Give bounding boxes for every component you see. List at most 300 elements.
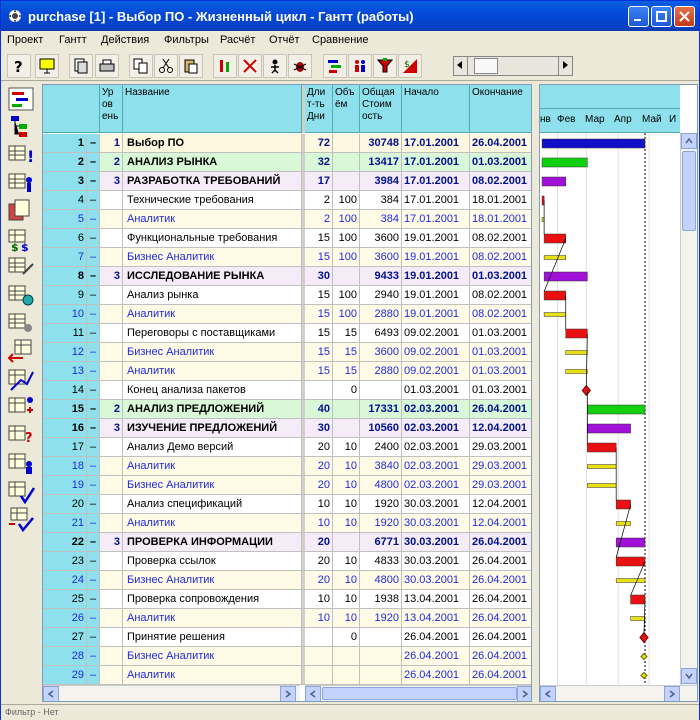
scissors-icon xyxy=(158,58,174,74)
table-row[interactable] xyxy=(43,172,532,191)
menu-calc[interactable]: Расчёт xyxy=(220,34,256,46)
status-bar xyxy=(1,704,699,720)
row-duration: 40 xyxy=(305,400,333,419)
row-collapse-toggle[interactable]: – xyxy=(87,533,100,552)
row-start: 09.02.2001 xyxy=(402,324,470,343)
menu-compare[interactable]: Сравнение xyxy=(312,34,369,46)
row-collapse-toggle[interactable]: – xyxy=(87,248,100,267)
gantt-hscrollbar[interactable] xyxy=(540,685,697,701)
table-row[interactable] xyxy=(43,514,532,533)
maximize-icon xyxy=(655,10,668,23)
table-row[interactable] xyxy=(43,419,532,438)
row-end: 12.04.2001 xyxy=(470,419,532,438)
table-row[interactable] xyxy=(43,210,532,229)
scroll-up-icon[interactable] xyxy=(681,133,697,149)
table-row[interactable] xyxy=(43,305,532,324)
scroll-thumb[interactable] xyxy=(682,151,696,231)
row-start: 17.01.2001 xyxy=(402,191,470,210)
toolbar xyxy=(1,51,699,81)
table-row[interactable] xyxy=(43,286,532,305)
people-icon xyxy=(352,58,368,74)
row-collapse-toggle[interactable]: – xyxy=(87,343,100,362)
menu-actions[interactable]: Действия xyxy=(101,34,150,46)
menu-filters[interactable]: Фильтры xyxy=(164,34,209,46)
table-row[interactable] xyxy=(43,324,532,343)
row-volume: 10 xyxy=(333,590,360,609)
row-name: РАЗРАБОТКА ТРЕБОВАНИЙ xyxy=(123,172,302,191)
row-volume: 15 xyxy=(333,362,360,381)
row-name: Анализ рынка xyxy=(123,286,302,305)
table-globe-icon[interactable] xyxy=(7,282,35,308)
resource-bar xyxy=(631,617,645,621)
tool-button-3[interactable] xyxy=(263,54,287,78)
row-start: 02.03.2001 xyxy=(402,419,470,438)
row-name: Принятие решения xyxy=(123,628,302,647)
row-cost: 4800 xyxy=(360,571,402,590)
table-person-icon[interactable] xyxy=(7,170,35,196)
row-collapse-toggle[interactable]: – xyxy=(87,324,100,343)
filter-icon xyxy=(377,58,393,74)
row-volume: 10 xyxy=(333,571,360,590)
row-collapse-toggle[interactable]: – xyxy=(87,134,100,153)
resource-tree-icon[interactable] xyxy=(7,114,35,140)
row-duration xyxy=(305,628,333,647)
row-volume: 100 xyxy=(333,286,360,305)
header-start[interactable]: Начало xyxy=(402,85,470,133)
header-name[interactable]: Название xyxy=(123,85,302,133)
row-end: 26.04.2001 xyxy=(470,134,532,153)
table-row[interactable] xyxy=(43,476,532,495)
row-collapse-toggle[interactable]: – xyxy=(87,495,100,514)
row-collapse-toggle[interactable]: – xyxy=(87,438,100,457)
printer-icon xyxy=(99,58,115,74)
row-end: 26.04.2001 xyxy=(470,533,532,552)
row-collapse-toggle[interactable]: – xyxy=(87,267,100,286)
row-start: 09.02.2001 xyxy=(402,362,470,381)
row-level xyxy=(100,495,123,514)
table-row[interactable] xyxy=(43,590,532,609)
scroll-right-icon[interactable] xyxy=(280,686,296,702)
resource-bar xyxy=(587,465,616,469)
paste-button[interactable] xyxy=(179,54,203,78)
task-bar xyxy=(616,557,645,566)
table-row[interactable] xyxy=(43,362,532,381)
minimize-icon xyxy=(632,10,645,23)
header-duration[interactable]: Дли т-ть Дни xyxy=(305,85,333,133)
table-row[interactable] xyxy=(43,438,532,457)
gantt-chart xyxy=(539,84,698,702)
row-collapse-toggle[interactable]: – xyxy=(87,590,100,609)
row-end: 08.02.2001 xyxy=(470,172,532,191)
person-icon xyxy=(267,58,283,74)
question-icon xyxy=(11,58,27,74)
row-duration: 15 xyxy=(305,229,333,248)
resource-milestone-marker xyxy=(641,654,647,660)
tool-button-8[interactable] xyxy=(398,54,422,78)
table-row[interactable] xyxy=(43,134,532,153)
row-start: 01.03.2001 xyxy=(402,381,470,400)
row-level xyxy=(100,476,123,495)
row-start: 26.04.2001 xyxy=(402,666,470,685)
table-row[interactable] xyxy=(43,609,532,628)
row-name: Бизнес Аналитик xyxy=(123,476,302,495)
task-bar xyxy=(631,595,645,604)
row-collapse-toggle[interactable]: – xyxy=(87,210,100,229)
name-hscrollbar[interactable] xyxy=(43,685,300,701)
table-row[interactable] xyxy=(43,666,532,685)
row-collapse-toggle[interactable]: – xyxy=(87,286,100,305)
scroll-left-icon[interactable] xyxy=(454,57,468,75)
row-collapse-toggle[interactable]: – xyxy=(87,305,100,324)
row-number: 10 xyxy=(43,305,87,324)
row-volume: 100 xyxy=(333,191,360,210)
table-add-person-icon[interactable] xyxy=(7,394,35,420)
row-cost: 2880 xyxy=(360,305,402,324)
row-cost: 1920 xyxy=(360,495,402,514)
row-cost: 30748 xyxy=(360,134,402,153)
row-start: 02.03.2001 xyxy=(402,476,470,495)
row-collapse-toggle[interactable]: – xyxy=(87,514,100,533)
row-number: 19 xyxy=(43,476,87,495)
row-end: 26.04.2001 xyxy=(470,647,532,666)
table-query-icon[interactable] xyxy=(7,422,35,448)
row-cost: 3840 xyxy=(360,457,402,476)
scroll-right-icon[interactable] xyxy=(517,686,532,702)
row-cost: 3600 xyxy=(360,248,402,267)
row-duration: 10 xyxy=(305,590,333,609)
table-row[interactable] xyxy=(43,647,532,666)
table-row[interactable] xyxy=(43,343,532,362)
milestone-marker xyxy=(582,386,590,396)
row-duration: 10 xyxy=(305,609,333,628)
table-cost-icon[interactable] xyxy=(7,226,35,252)
summary-bar xyxy=(542,177,566,186)
svg-text:!: ! xyxy=(27,147,35,166)
row-start: 26.04.2001 xyxy=(402,628,470,647)
header-rownum xyxy=(43,85,100,133)
row-start: 19.01.2001 xyxy=(402,305,470,324)
scroll-right-icon[interactable] xyxy=(664,686,680,702)
tool-button-2[interactable] xyxy=(238,54,262,78)
svg-text:$: $ xyxy=(21,241,29,252)
table-check-icon[interactable] xyxy=(7,478,35,504)
menu-bar xyxy=(1,31,699,51)
table-import-icon[interactable] xyxy=(7,338,35,364)
table-row[interactable] xyxy=(43,381,532,400)
row-volume xyxy=(333,172,360,191)
task-bar xyxy=(544,291,566,300)
row-end: 26.04.2001 xyxy=(470,590,532,609)
row-level xyxy=(100,438,123,457)
table-row[interactable] xyxy=(43,267,532,286)
data-hscrollbar[interactable] xyxy=(305,685,532,701)
cut-button[interactable] xyxy=(154,54,178,78)
menu-gantt[interactable]: Гантт xyxy=(59,34,87,46)
row-number: 16 xyxy=(43,419,87,438)
table-row[interactable] xyxy=(43,533,532,552)
row-number: 20 xyxy=(43,495,87,514)
scroll-right-icon[interactable] xyxy=(558,57,572,75)
row-number: 1 xyxy=(43,134,87,153)
row-start: 26.04.2001 xyxy=(402,647,470,666)
row-cost: 6493 xyxy=(360,324,402,343)
row-level: 2 xyxy=(100,400,123,419)
row-volume: 10 xyxy=(333,495,360,514)
open-button[interactable] xyxy=(69,54,93,78)
row-number: 18 xyxy=(43,457,87,476)
row-level: 3 xyxy=(100,267,123,286)
table-row[interactable] xyxy=(43,552,532,571)
task-bar xyxy=(587,443,616,452)
row-start: 30.03.2001 xyxy=(402,552,470,571)
summary-bar xyxy=(542,158,587,167)
row-level xyxy=(100,286,123,305)
row-collapse-toggle[interactable]: – xyxy=(87,400,100,419)
tool-button-7[interactable] xyxy=(373,54,397,78)
resource-bar xyxy=(616,522,630,526)
resource-bar xyxy=(544,256,566,260)
row-collapse-toggle[interactable]: – xyxy=(87,362,100,381)
svg-text:?: ? xyxy=(25,431,33,446)
row-level xyxy=(100,324,123,343)
month-may: Май xyxy=(642,114,662,125)
row-name: Аналитик xyxy=(123,666,302,685)
row-duration: 15 xyxy=(305,343,333,362)
row-duration: 20 xyxy=(305,571,333,590)
row-level xyxy=(100,609,123,628)
row-level: 3 xyxy=(100,172,123,191)
row-number: 21 xyxy=(43,514,87,533)
row-name: Бизнес Аналитик xyxy=(123,343,302,362)
row-number: 13 xyxy=(43,362,87,381)
row-start: 19.01.2001 xyxy=(402,267,470,286)
milestone-marker xyxy=(640,633,648,643)
row-duration: 72 xyxy=(305,134,333,153)
bug-icon xyxy=(292,58,308,74)
cost-icon xyxy=(402,58,418,74)
menu-report[interactable]: Отчёт xyxy=(269,34,300,46)
task-bar xyxy=(616,500,630,509)
table-row[interactable] xyxy=(43,248,532,267)
row-duration xyxy=(305,381,333,400)
row-duration: 15 xyxy=(305,305,333,324)
row-collapse-toggle[interactable]: – xyxy=(87,647,100,666)
row-number: 23 xyxy=(43,552,87,571)
row-cost: 2940 xyxy=(360,286,402,305)
row-volume: 10 xyxy=(333,514,360,533)
paste-icon xyxy=(183,58,199,74)
row-volume: 100 xyxy=(333,210,360,229)
row-collapse-toggle[interactable]: – xyxy=(87,476,100,495)
row-duration: 15 xyxy=(305,248,333,267)
row-name: Выбор ПО xyxy=(123,134,302,153)
row-cost: 1920 xyxy=(360,609,402,628)
scroll-left-icon[interactable] xyxy=(305,686,321,702)
row-cost xyxy=(360,628,402,647)
row-cost: 2880 xyxy=(360,362,402,381)
table-pages-icon[interactable] xyxy=(7,198,35,224)
help-button[interactable] xyxy=(7,54,31,78)
row-collapse-toggle[interactable]: – xyxy=(87,628,100,647)
row-start: 02.03.2001 xyxy=(402,400,470,419)
scroll-left-icon[interactable] xyxy=(540,686,556,702)
row-end: 08.02.2001 xyxy=(470,286,532,305)
scroll-down-icon[interactable] xyxy=(681,668,697,684)
table-row[interactable] xyxy=(43,495,532,514)
table-people-icon[interactable] xyxy=(7,450,35,476)
row-number: 4 xyxy=(43,191,87,210)
scroll-thumb[interactable] xyxy=(322,687,517,700)
gantt-bars[interactable] xyxy=(540,133,680,685)
svg-text:$: $ xyxy=(11,241,19,252)
row-volume xyxy=(333,134,360,153)
row-collapse-toggle[interactable]: – xyxy=(87,457,100,476)
row-name: Переговоры с поставщиками xyxy=(123,324,302,343)
resource-milestone-marker xyxy=(641,673,647,679)
row-level: 2 xyxy=(100,153,123,172)
row-start: 19.01.2001 xyxy=(402,248,470,267)
row-name: Бизнес Аналитик xyxy=(123,647,302,666)
row-number: 2 xyxy=(43,153,87,172)
row-number: 17 xyxy=(43,438,87,457)
table-row[interactable] xyxy=(43,400,532,419)
table-check-arrow-icon[interactable] xyxy=(7,506,35,532)
gantt-header-top xyxy=(540,85,680,109)
row-collapse-toggle[interactable]: – xyxy=(87,381,100,400)
row-name: Проверка сопровождения xyxy=(123,590,302,609)
summary-bar xyxy=(542,139,645,148)
row-number: 15 xyxy=(43,400,87,419)
row-name: Аналитик xyxy=(123,362,302,381)
title-bar xyxy=(1,1,699,31)
row-duration: 30 xyxy=(305,419,333,438)
row-cost xyxy=(360,647,402,666)
tool-button-6[interactable] xyxy=(348,54,372,78)
row-duration xyxy=(305,666,333,685)
row-level xyxy=(100,457,123,476)
row-collapse-toggle[interactable]: – xyxy=(87,191,100,210)
row-duration: 20 xyxy=(305,438,333,457)
table-alert-icon[interactable] xyxy=(7,142,35,168)
table-row[interactable] xyxy=(43,229,532,248)
table-row[interactable] xyxy=(43,457,532,476)
row-level xyxy=(100,381,123,400)
row-collapse-toggle[interactable]: – xyxy=(87,153,100,172)
header-end[interactable]: Окончание xyxy=(470,85,532,133)
row-cost: 4833 xyxy=(360,552,402,571)
row-end: 01.03.2001 xyxy=(470,267,532,286)
tool-button-5[interactable] xyxy=(323,54,347,78)
row-level xyxy=(100,248,123,267)
row-collapse-toggle[interactable]: – xyxy=(87,552,100,571)
tool-button-4[interactable] xyxy=(288,54,312,78)
row-collapse-toggle[interactable]: – xyxy=(87,419,100,438)
row-collapse-toggle[interactable]: – xyxy=(87,666,100,685)
row-cost: 17331 xyxy=(360,400,402,419)
chart-button[interactable] xyxy=(35,54,59,78)
row-duration: 15 xyxy=(305,286,333,305)
row-cost: 4800 xyxy=(360,476,402,495)
row-name: Аналитик xyxy=(123,210,302,229)
row-volume: 15 xyxy=(333,343,360,362)
row-number: 8 xyxy=(43,267,87,286)
row-start: 30.03.2001 xyxy=(402,533,470,552)
row-name: ИССЛЕДОВАНИЕ РЫНКА xyxy=(123,267,302,286)
row-duration: 20 xyxy=(305,476,333,495)
row-level xyxy=(100,571,123,590)
row-collapse-toggle[interactable]: – xyxy=(87,609,100,628)
row-number: 11 xyxy=(43,324,87,343)
row-end: 12.04.2001 xyxy=(470,495,532,514)
table-row[interactable] xyxy=(43,571,532,590)
scroll-thumb[interactable] xyxy=(474,58,498,74)
table-chart-icon[interactable] xyxy=(7,366,35,392)
row-cost: 384 xyxy=(360,191,402,210)
row-name: Аналитик xyxy=(123,457,302,476)
print-button[interactable] xyxy=(95,54,119,78)
row-name: Бизнес Аналитик xyxy=(123,571,302,590)
maximize-button[interactable] xyxy=(651,6,672,27)
toolbar-scrollbar[interactable] xyxy=(453,56,573,76)
close-icon xyxy=(678,10,691,23)
copy-button[interactable] xyxy=(129,54,153,78)
document-icon xyxy=(73,58,89,74)
row-collapse-toggle[interactable]: – xyxy=(87,571,100,590)
header-volume[interactable]: Объ ём xyxy=(333,85,360,133)
app-icon xyxy=(7,8,23,24)
row-duration: 2 xyxy=(305,210,333,229)
row-level xyxy=(100,552,123,571)
row-name: Аналитик xyxy=(123,609,302,628)
row-start: 09.02.2001 xyxy=(402,343,470,362)
row-level xyxy=(100,343,123,362)
table-row[interactable] xyxy=(43,191,532,210)
row-number: 6 xyxy=(43,229,87,248)
header-cost[interactable]: Общая Стоим ость xyxy=(360,85,402,133)
menu-project[interactable]: Проект xyxy=(7,34,44,46)
row-cost: 3600 xyxy=(360,229,402,248)
table-edit-icon[interactable] xyxy=(7,254,35,280)
close-button[interactable] xyxy=(674,6,695,27)
row-end: 01.03.2001 xyxy=(470,381,532,400)
row-number: 14 xyxy=(43,381,87,400)
minimize-button[interactable] xyxy=(628,6,649,27)
row-end: 08.02.2001 xyxy=(470,305,532,324)
table-row[interactable] xyxy=(43,153,532,172)
summary-bar xyxy=(587,405,645,414)
row-collapse-toggle[interactable]: – xyxy=(87,172,100,191)
scroll-left-icon[interactable] xyxy=(43,686,59,702)
table-link-icon[interactable] xyxy=(7,310,35,336)
row-volume: 10 xyxy=(333,552,360,571)
row-name: Аналитик xyxy=(123,514,302,533)
row-volume xyxy=(333,533,360,552)
gantt-view-icon[interactable] xyxy=(7,86,35,112)
gantt-vscrollbar[interactable] xyxy=(680,133,697,685)
header-level[interactable]: Ур ов ень xyxy=(100,85,123,133)
row-collapse-toggle[interactable]: – xyxy=(87,229,100,248)
row-level xyxy=(100,628,123,647)
row-duration: 20 xyxy=(305,533,333,552)
tool-button-1[interactable] xyxy=(213,54,237,78)
row-number: 29 xyxy=(43,666,87,685)
row-level xyxy=(100,647,123,666)
resource-bar xyxy=(566,351,588,355)
row-number: 22 xyxy=(43,533,87,552)
table-row[interactable] xyxy=(43,628,532,647)
row-end: 12.04.2001 xyxy=(470,514,532,533)
row-cost: 384 xyxy=(360,210,402,229)
